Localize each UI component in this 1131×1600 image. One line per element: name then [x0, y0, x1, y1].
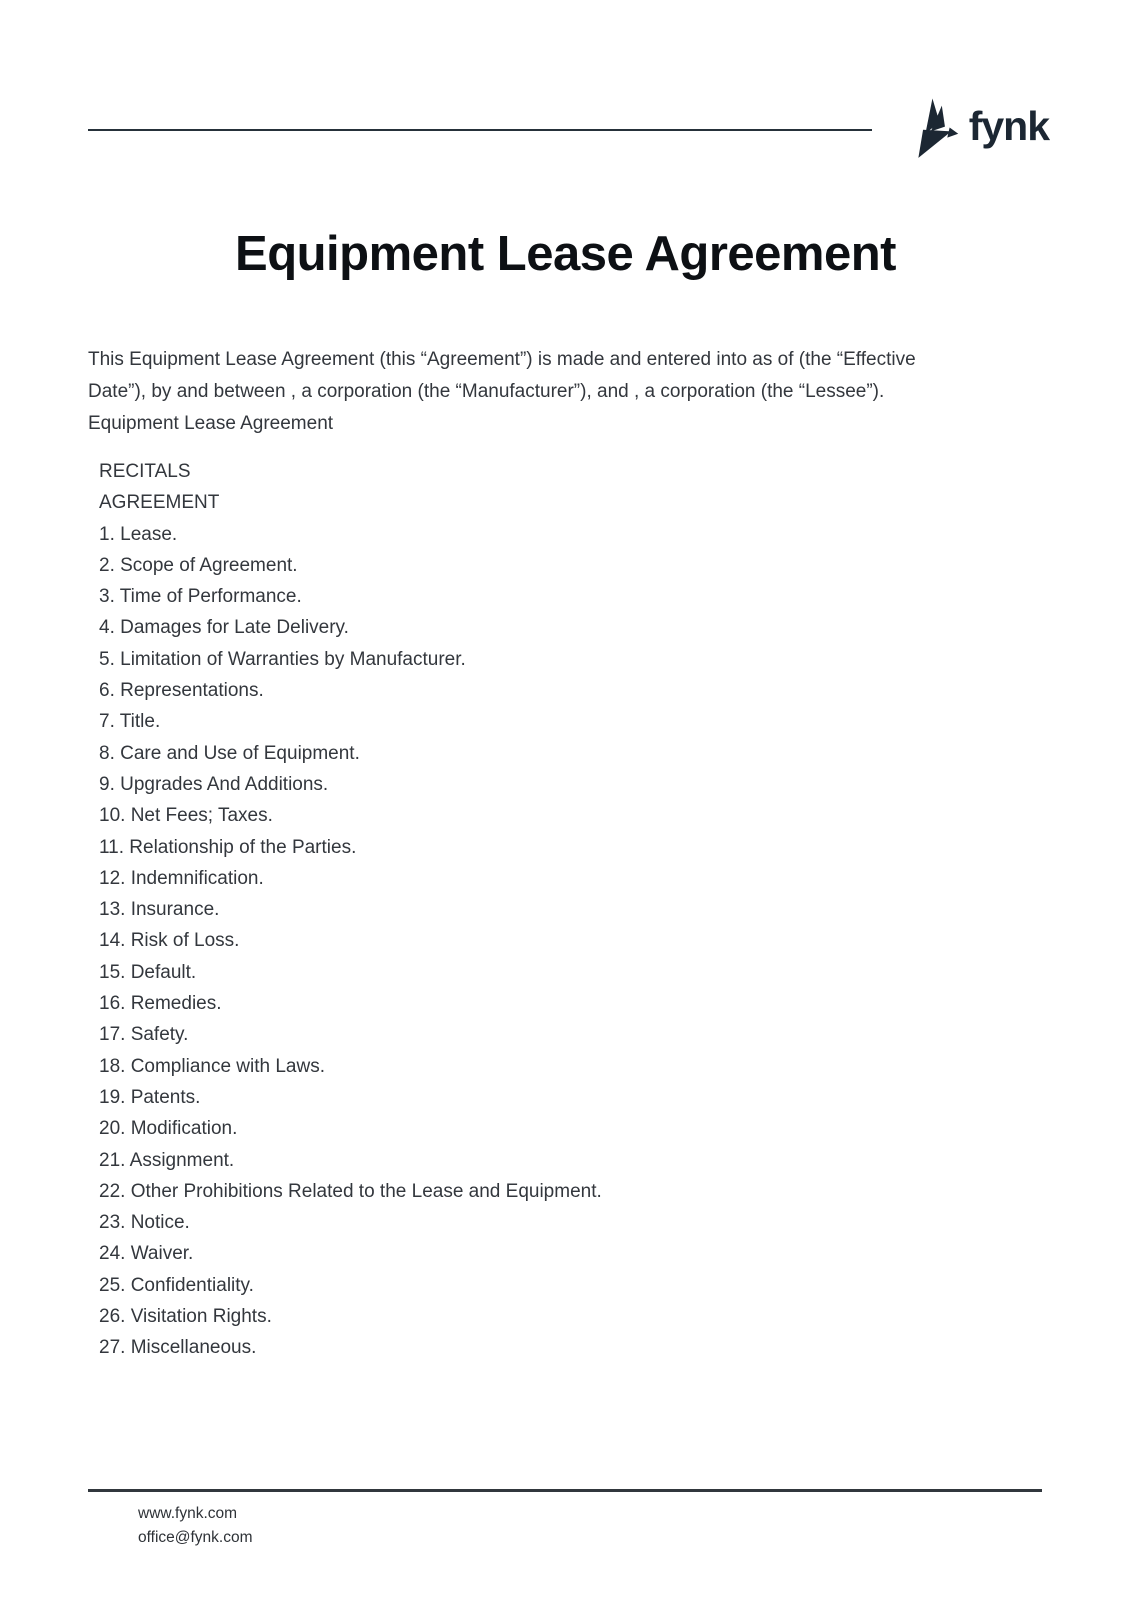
toc-item: 19. Patents. — [99, 1086, 201, 1108]
intro-line: This Equipment Lease Agreement (this “Agreement”) is made and entered into as of (the “Effective — [88, 349, 916, 370]
toc-list — [99, 456, 1059, 1364]
toc-item: 1. Lease. — [99, 523, 178, 545]
toc-item: 26. Visitation Rights. — [99, 1306, 272, 1328]
intro-paragraph — [88, 344, 1068, 440]
toc-item: 12. Indemnification. — [99, 867, 264, 889]
toc-item: 15. Default. — [99, 961, 197, 983]
toc-item: 21. Assignment. — [99, 1149, 235, 1171]
toc-item: RECITALS — [99, 461, 191, 482]
page-title: Equipment Lease Agreement — [235, 227, 896, 281]
toc-item: 4. Damages for Late Delivery. — [99, 617, 349, 639]
toc-item: 2. Scope of Agreement. — [99, 554, 298, 576]
toc-item: 25. Confidentiality. — [99, 1274, 254, 1296]
toc-item: 20. Modification. — [99, 1118, 238, 1140]
header-divider — [88, 129, 872, 131]
footer-email: office@fynk.com — [138, 1529, 253, 1546]
intro-line: Date”), by and between , a corporation (the “Manufacturer”), and , a corporation (the “Lessee”). — [88, 381, 885, 402]
intro-line: Equipment Lease Agreement — [88, 413, 334, 434]
toc-item: 9. Upgrades And Additions. — [99, 773, 329, 795]
footer-website: www.fynk.com — [138, 1505, 238, 1522]
origami-bird-icon — [909, 98, 959, 160]
toc-item: 7. Title. — [99, 711, 161, 733]
fynk-logo — [909, 98, 1049, 160]
toc-item: 6. Representations. — [99, 680, 264, 702]
logo-wordmark: fynk — [968, 102, 1049, 149]
toc-item: 23. Notice. — [99, 1212, 190, 1234]
toc-item: AGREEMENT — [99, 492, 220, 514]
toc-item: 16. Remedies. — [99, 993, 222, 1015]
toc-item: 13. Insurance. — [99, 899, 220, 921]
toc-item: 8. Care and Use of Equipment. — [99, 742, 360, 764]
toc-item: 10. Net Fees; Taxes. — [99, 805, 273, 827]
footer-divider — [88, 1489, 1042, 1492]
toc-item: 18. Compliance with Laws. — [99, 1055, 325, 1077]
toc-item: 17. Safety. — [99, 1024, 189, 1046]
toc-item: 27. Miscellaneous. — [99, 1337, 257, 1359]
toc-item: 14. Risk of Loss. — [99, 930, 240, 952]
footer — [138, 1502, 253, 1550]
toc-item: 24. Waiver. — [99, 1243, 194, 1265]
toc-item: 22. Other Prohibitions Related to the Lease and Equipment. — [99, 1180, 602, 1202]
toc-item: 5. Limitation of Warranties by Manufacturer. — [99, 648, 466, 670]
toc-item: 11. Relationship of the Parties. — [99, 836, 357, 858]
toc-item: 3. Time of Performance. — [99, 586, 302, 608]
